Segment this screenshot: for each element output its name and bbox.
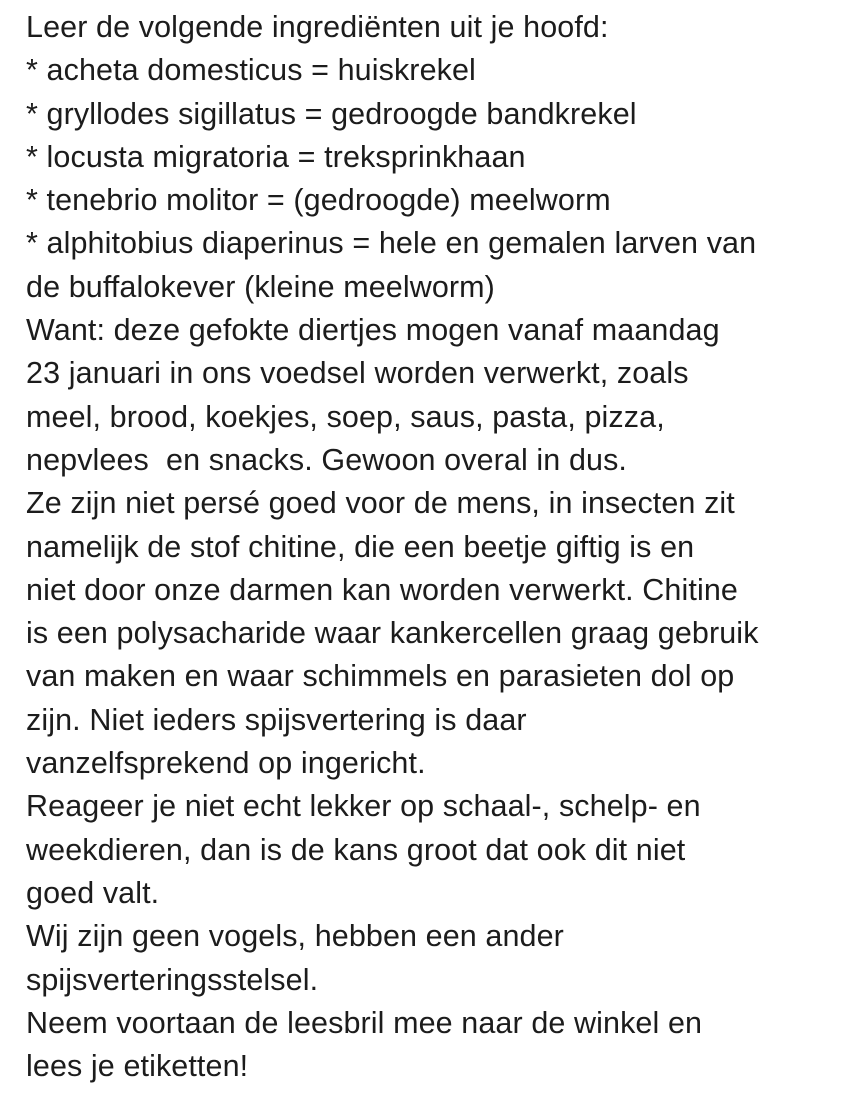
text-line: meel, brood, koekjes, soep, saus, pasta, pizza, (26, 399, 665, 434)
text-line: Neem voortaan de leesbril mee naar de winkel en (26, 1005, 703, 1040)
post-text (26, 6, 836, 1088)
text-line: zijn. Niet ieders spijsvertering is daar (26, 702, 527, 737)
ingredient-line: * alphitobius diaperinus = hele en gemalen larven van (26, 226, 757, 261)
ingredient-line: * gryllodes sigillatus = gedroogde bandkrekel (26, 96, 637, 131)
text-line: Wij zijn geen vogels, hebben een ander (26, 919, 564, 954)
text-line: Reageer je niet echt lekker op schaal-, schelp- en (26, 789, 701, 824)
text-line: van maken en waar schimmels en parasieten dol op (26, 659, 735, 694)
text-line: weekdieren, dan is de kans groot dat ook dit niet (26, 832, 686, 867)
text-line: 23 januari in ons voedsel worden verwerkt, zoals (26, 356, 689, 391)
text-line: goed valt. (26, 875, 160, 910)
ingredient-line: * tenebrio molitor = (gedroogde) meelworm (26, 183, 611, 218)
text-line: vanzelfsprekend op ingericht. (26, 746, 426, 781)
text-line: is een polysacharide waar kankercellen graag gebruik (26, 616, 759, 651)
ingredient-line: * locusta migratoria = treksprinkhaan (26, 139, 526, 174)
text-line: niet door onze darmen kan worden verwerkt. Chitine (26, 572, 738, 607)
ingredient-line: * acheta domesticus = huiskrekel (26, 53, 476, 88)
text-line: Want: deze gefokte diertjes mogen vanaf maandag (26, 313, 720, 348)
post-heading-line: Leer de volgende ingrediënten uit je hoofd: (26, 10, 609, 44)
text-line: Ze zijn niet persé goed voor de mens, in insecten zit (26, 486, 735, 521)
text-line: namelijk de stof chitine, die een beetje giftig is en (26, 529, 695, 564)
text-line: nepvlees en snacks. Gewoon overal in dus. (26, 442, 627, 477)
ingredient-line: de buffalokever (kleine meelworm) (26, 269, 495, 304)
text-line: lees je etiketten! (26, 1049, 249, 1084)
text-line: spijsverteringsstelsel. (26, 962, 319, 997)
